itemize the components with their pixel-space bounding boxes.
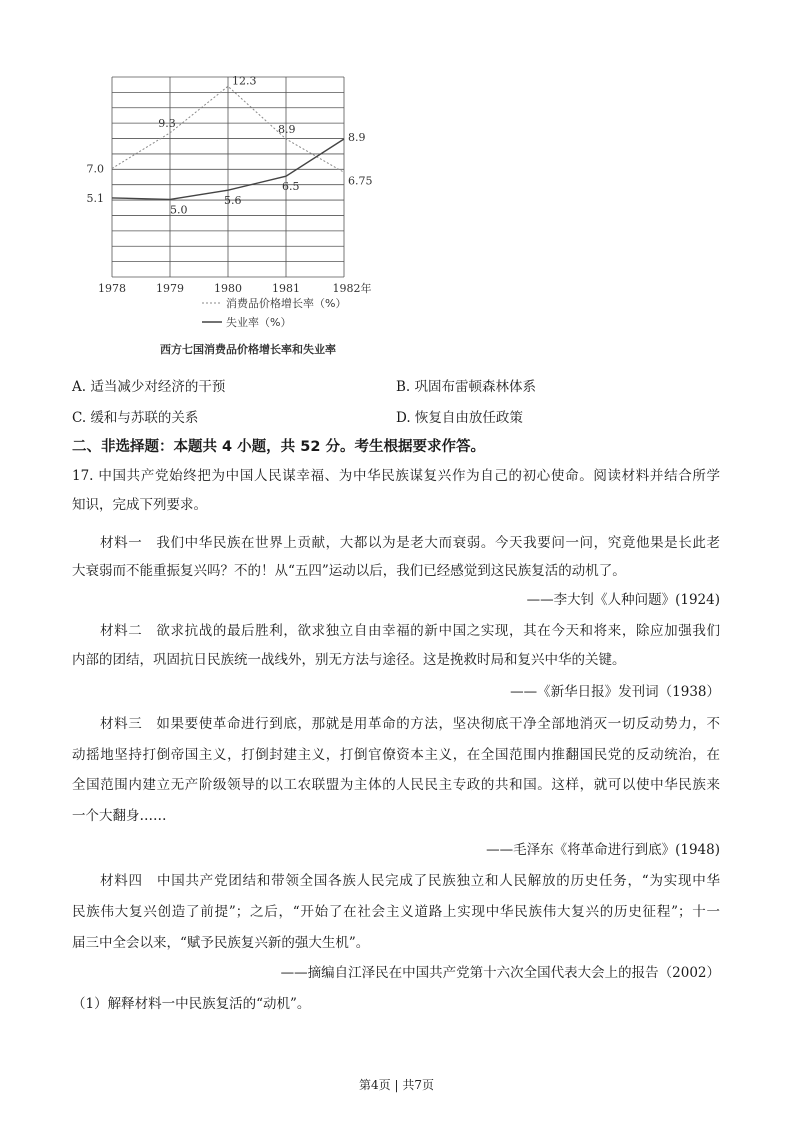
material-1-source: ——李大钊《人种问题》(1924) bbox=[526, 592, 720, 608]
material-4-line: 届三中全会以来，“赋予民族复兴新的强大生机”。 bbox=[72, 935, 370, 951]
option-c: C. 缓和与苏联的关系 bbox=[72, 410, 199, 426]
data-label: 6.75 bbox=[348, 174, 373, 188]
material-4-line: 材料四 中国共产党团结和带领全国各族人民完成了民族独立和人民解放的历史任务，“为实现中华 bbox=[100, 873, 720, 889]
material-3-line: 全国范围内建立无产阶级领导的以工农联盟为主体的人民民主专政的共和国。这样，就可以使中华民族来 bbox=[72, 777, 720, 793]
x-tick-label: 1981 bbox=[272, 282, 300, 295]
data-label: 7.0 bbox=[86, 162, 104, 176]
material-4-source: ——摘编自江泽民在中国共产党第十六次全国代表大会上的报告（2002） bbox=[280, 965, 720, 981]
material-2-source: ——《新华日报》发刊词（1938） bbox=[510, 684, 720, 700]
option-d: D. 恢复自由放任政策 bbox=[396, 410, 523, 426]
material-2-line: 内部的团结，巩固抗日民族统一战线外，别无方法与途径。这是挽救时局和复兴中华的关键。 bbox=[72, 652, 626, 668]
data-label: 5.6 bbox=[224, 194, 242, 208]
legend-label: 失业率（%） bbox=[226, 316, 292, 329]
sub-question-1: （1）解释材料一中民族复活的“动机”。 bbox=[72, 996, 311, 1012]
q17-stem-line: 17. 中国共产党始终把为中国人民谋幸福、为中华民族谋复兴作为自己的初心使命。阅读材料并结合所学 bbox=[72, 468, 720, 484]
material-3-line: 一个大翻身…… bbox=[72, 808, 167, 824]
material-1-line: 大衰弱而不能重振复兴吗？不的！从“五四”运动以后，我们已经感觉到这民族复活的动机了。 bbox=[72, 563, 626, 579]
data-label: 8.9 bbox=[348, 131, 366, 145]
data-label: 12.3 bbox=[232, 74, 257, 88]
material-3-line: 材料三 如果要使革命进行到底，那就是用革命的方法，坚决彻底干净全部地消灭一切反动势力，不 bbox=[100, 716, 720, 732]
data-label: 9.3 bbox=[158, 116, 176, 130]
option-b: B. 巩固布雷顿森林体系 bbox=[396, 379, 537, 395]
chart-title: 西方七国消费品价格增长率和失业率 bbox=[160, 343, 336, 356]
material-2-line: 材料二 欲求抗战的最后胜利，欲求独立自由幸福的新中国之实现，其在今天和将来，除应加强我们 bbox=[100, 623, 720, 639]
x-tick-label: 1979 bbox=[156, 282, 184, 295]
q17-stem-line: 知识，完成下列要求。 bbox=[72, 497, 207, 513]
line-chart bbox=[0, 0, 793, 370]
data-label: 8.9 bbox=[278, 123, 296, 137]
x-tick-label: 1982年 bbox=[332, 282, 372, 295]
material-3-source: ——毛泽东《将革命进行到底》(1948) bbox=[486, 842, 720, 858]
material-3-line: 动摇地坚持打倒帝国主义，打倒封建主义，打倒官僚资本主义，在全国范围内推翻国民党的反动统治，在 bbox=[72, 747, 720, 763]
material-4-line: 民族伟大复兴创造了前提”；之后，“开始了在社会主义道路上实现中华民族伟大复兴的历史征程”；十一 bbox=[72, 904, 720, 920]
data-label: 5.0 bbox=[170, 203, 188, 217]
material-1-line: 材料一 我们中华民族在世界上贡献，大都以为是老大而衰弱。今天我要问一问，究竟他果是长此老 bbox=[100, 535, 720, 551]
legend-label: 消费品价格增长率（%） bbox=[226, 297, 347, 310]
section-heading: 二、非选择题：本题共 4 小题，共 52 分。考生根据要求作答。 bbox=[72, 439, 485, 455]
data-label: 6.5 bbox=[282, 180, 300, 194]
data-label: 5.1 bbox=[86, 191, 104, 205]
x-tick-label: 1980 bbox=[214, 282, 242, 295]
x-tick-label: 1978 bbox=[98, 282, 126, 295]
option-a: A. 适当减少对经济的干预 bbox=[72, 379, 226, 395]
page-footer: 第4页 | 共7页 bbox=[359, 1078, 434, 1092]
